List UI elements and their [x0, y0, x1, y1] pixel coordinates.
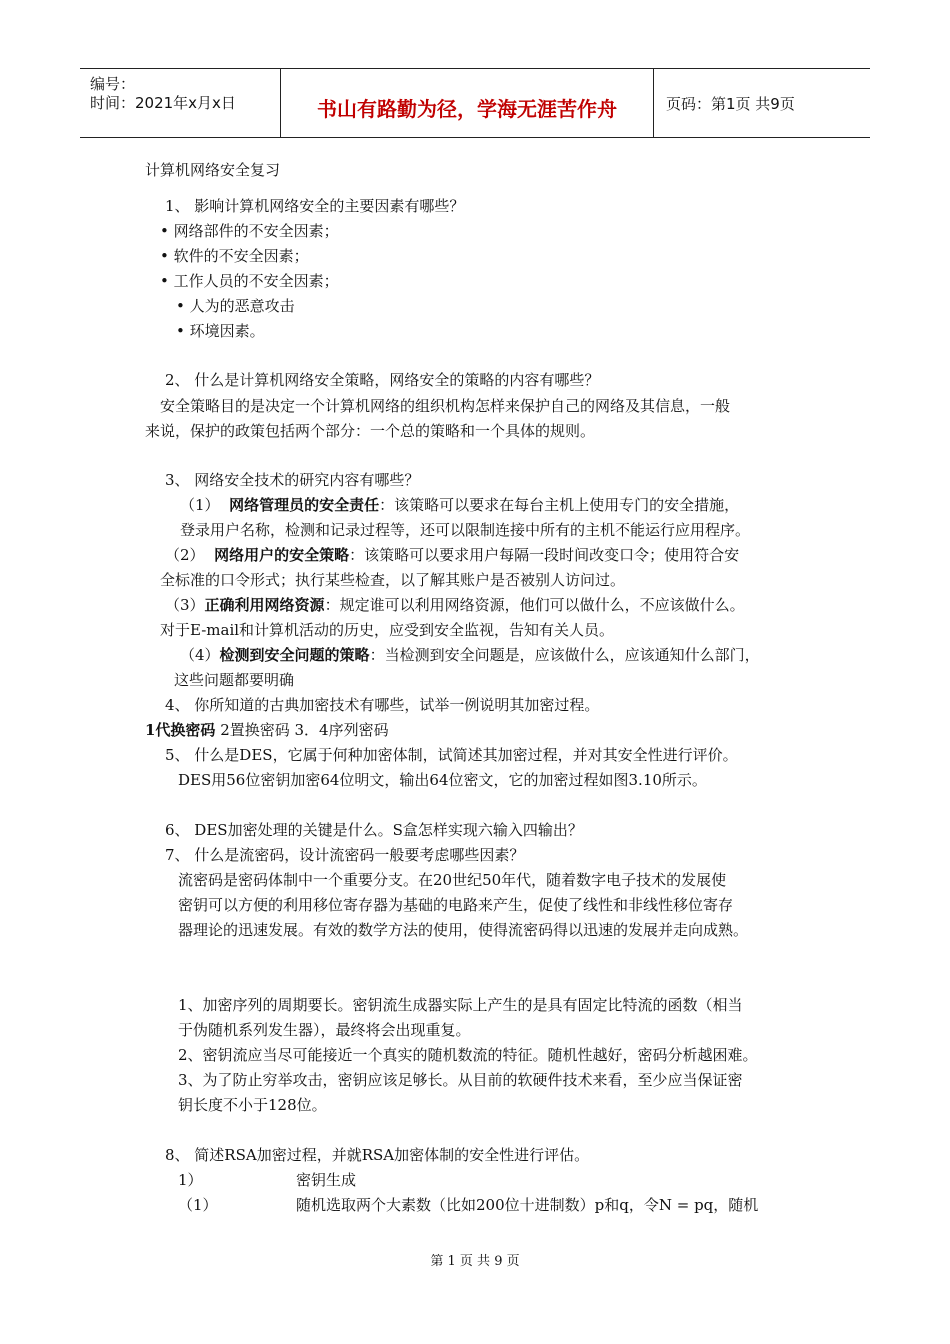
item-text: ：该策略可以要求用户每隔一段时间改变口令；使用符合安: [349, 546, 740, 564]
page-info: 页码：第1页 共9页: [666, 95, 795, 113]
list-item: [180, 495, 739, 515]
item-number: （3）: [165, 596, 205, 614]
answer-text: 钥长度不小于128位。: [178, 1096, 327, 1114]
answer-text: 安全策略目的是决定一个计算机网络的组织机构怎样来保护自己的网络及其信息，一般: [160, 397, 731, 415]
header-cell-motto: [281, 69, 654, 137]
list-item-number: 1）: [178, 1171, 203, 1189]
list-item-text: 密钥生成: [296, 1171, 357, 1189]
answer-text: 2、密钥流应当尽可能接近一个真实的随机数流的特征。随机性越好，密码分析越困难。: [178, 1046, 758, 1064]
bullet-item: • 工作人员的不安全因素；: [160, 272, 339, 290]
doc-title: 计算机网络安全复习: [145, 161, 281, 179]
answer-text: 全标准的口令形式；执行某些检查，以了解其账户是否被别人访问过。: [160, 571, 626, 589]
answer-text: 来说，保护的政策包括两个部分：一个总的策略和一个具体的规则。: [145, 422, 596, 440]
bullet-item: • 软件的不安全因素；: [160, 247, 309, 265]
header-table: [80, 68, 870, 138]
list-item-text: 随机选取两个大素数（比如200位十进制数）p和q，令N = pq，随机: [296, 1196, 759, 1214]
answer-text: 3、为了防止穷举攻击，密钥应该足够长。从目前的软硬件技术来看，至少应当保证密: [178, 1071, 743, 1089]
item-number: （2）: [165, 546, 205, 564]
question-2: 2、 什么是计算机网络安全策略，网络安全的策略的内容有哪些？: [165, 371, 600, 389]
answer-rest: 2置换密码 3．4序列密码: [215, 721, 389, 739]
bullet-item: • 网络部件的不安全因素；: [160, 222, 339, 240]
number-label: 编号：: [90, 75, 136, 93]
question-4: 4、 你所知道的古典加密技术有哪些，试举一例说明其加密过程。: [165, 696, 600, 714]
question-1: 1、 影响计算机网络安全的主要因素有哪些？: [165, 197, 465, 215]
bullet-item: • 环境因素。: [176, 322, 265, 340]
answer-text: DES用56位密钥加密64位明文，输出64位密文，它的加密过程如图3.10所示。: [178, 771, 707, 789]
time-label: 时间：2021年x月x日: [90, 94, 236, 112]
item-text: ：当检测到安全问题是，应该做什么，应该通知什么部门，: [369, 646, 760, 664]
list-item-number: （1）: [178, 1196, 218, 1214]
item-heading: 正确利用网络资源: [204, 596, 325, 614]
item-number: （4）: [180, 646, 220, 664]
header-cell-page: [654, 69, 870, 137]
motto: 书山有路勤为径，学海无涯苦作舟: [317, 97, 617, 121]
item-number: （1）: [180, 496, 220, 514]
answer-text: 流密码是密码体制中一个重要分支。在20世纪50年代，随着数字电子技术的发展使: [178, 871, 727, 889]
item-heading: 网络用户的安全策略: [214, 546, 350, 564]
question-7: 7、 什么是流密码，设计流密码一般要考虑哪些因素？: [165, 846, 525, 864]
answer-text: 这些问题都要明确: [174, 671, 295, 689]
question-3: 3、 网络安全技术的研究内容有哪些？: [165, 471, 420, 489]
answer-text: 对于E-mail和计算机活动的历史，应受到安全监视，告知有关人员。: [160, 621, 615, 639]
bullet-item: • 人为的恶意攻击: [176, 297, 295, 315]
page-footer: 第 1 页 共 9 页: [430, 1254, 520, 1269]
item-text: ：该策略可以要求在每台主机上使用专门的安全措施，: [379, 496, 740, 514]
item-heading: 网络管理员的安全责任: [229, 496, 380, 514]
question-8: 8、 简述RSA加密过程，并就RSA加密体制的安全性进行评估。: [165, 1146, 590, 1164]
answer-text: 1、加密序列的周期要长。密钥流生成器实际上产生的是具有固定比特流的函数（相当: [178, 996, 743, 1014]
answer-text: 于伪随机系列发生器），最终将会出现重复。: [178, 1021, 471, 1039]
question-5: 5、 什么是DES，它属于何种加密体制，试简述其加密过程，并对其安全性进行评价。: [165, 746, 738, 764]
answer-text: 器理论的迅速发展。有效的数学方法的使用，使得流密码得以迅速的发展并走向成熟。: [178, 921, 749, 939]
question-6: 6、 DES加密处理的关键是什么。S盒怎样实现六输入四输出？: [165, 821, 583, 839]
answer-text: [145, 720, 389, 740]
list-item: [180, 645, 760, 665]
item-text: ：规定谁可以利用网络资源，他们可以做什么，不应该做什么。: [324, 596, 745, 614]
list-item: [165, 595, 745, 615]
answer-text: 登录用户名称，检测和记录过程等，还可以限制连接中所有的主机不能运行应用程序。: [180, 521, 751, 539]
answer-bold: 1代换密码: [145, 721, 216, 739]
item-heading: 检测到安全问题的策略: [219, 646, 370, 664]
answer-text: 密钥可以方便的利用移位寄存器为基础的电路来产生，促使了线性和非线性移位寄存: [178, 896, 734, 914]
list-item: [165, 545, 739, 565]
header-cell-meta: [80, 69, 281, 137]
